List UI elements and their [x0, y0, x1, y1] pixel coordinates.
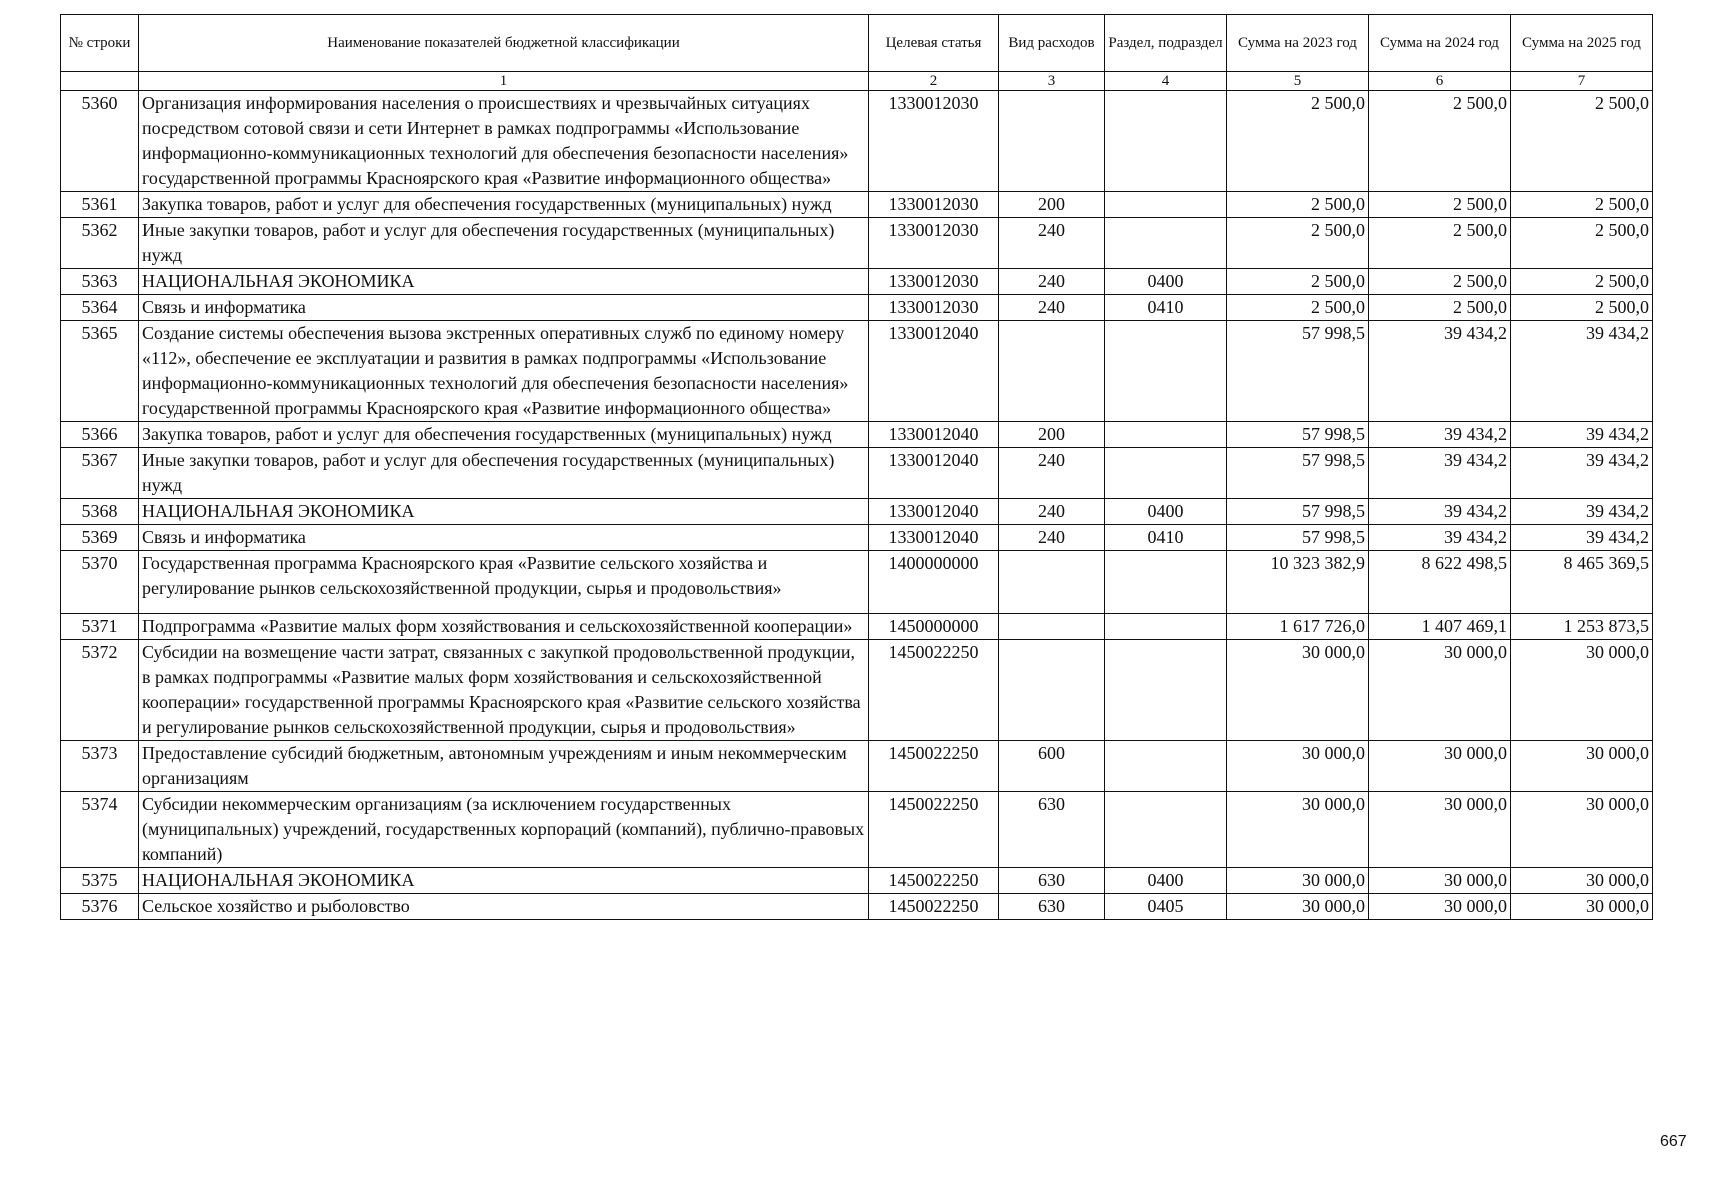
row-number: 5375	[61, 868, 139, 894]
row-sum-2023: 30 000,0	[1227, 868, 1369, 894]
row-target-article: 1330012030	[869, 218, 999, 269]
header-sum-2025: Сумма на 2025 год	[1511, 15, 1653, 72]
row-sum-2024: 2 500,0	[1369, 269, 1511, 295]
column-number: 3	[999, 72, 1105, 91]
row-name: Создание системы обеспечения вызова экстренных оперативных служб по единому номеру «112», обеспечение ее эксплуатации и развития в рамках подпрограммы «Использование информационно-коммуникационных технологий для обеспечения безопасности населения» государственной программы Красноярского края «Развитие информационного общества»	[139, 321, 869, 422]
row-sum-2025: 30 000,0	[1511, 868, 1653, 894]
row-name: НАЦИОНАЛЬНАЯ ЭКОНОМИКА	[139, 499, 869, 525]
table-row	[61, 499, 1653, 525]
row-target-article: 1450022250	[869, 894, 999, 920]
row-sum-2025: 2 500,0	[1511, 91, 1653, 192]
table-row	[61, 422, 1653, 448]
header-target: Целевая статья	[869, 15, 999, 72]
row-sum-2024: 30 000,0	[1369, 868, 1511, 894]
row-sum-2025: 39 434,2	[1511, 448, 1653, 499]
row-section: 0410	[1105, 525, 1227, 551]
row-name: НАЦИОНАЛЬНАЯ ЭКОНОМИКА	[139, 868, 869, 894]
table-row	[61, 321, 1653, 422]
row-name: Иные закупки товаров, работ и услуг для обеспечения государственных (муниципальных) нужд	[139, 448, 869, 499]
row-section: 0405	[1105, 894, 1227, 920]
table-row	[61, 868, 1653, 894]
row-name: Связь и информатика	[139, 525, 869, 551]
row-number: 5364	[61, 295, 139, 321]
row-section	[1105, 792, 1227, 868]
row-number: 5360	[61, 91, 139, 192]
column-number: 6	[1369, 72, 1511, 91]
row-name: Связь и информатика	[139, 295, 869, 321]
table-row	[61, 192, 1653, 218]
row-name: Субсидии некоммерческим организациям (за исключением государственных (муниципальных) учреждений, государственных корпораций (компаний), публично-правовых компаний)	[139, 792, 869, 868]
header-name: Наименование показателей бюджетной классификации	[139, 15, 869, 72]
row-section	[1105, 321, 1227, 422]
header-expense-type: Вид расходов	[999, 15, 1105, 72]
table-row	[61, 218, 1653, 269]
row-sum-2024: 2 500,0	[1369, 192, 1511, 218]
row-number: 5374	[61, 792, 139, 868]
row-sum-2023: 57 998,5	[1227, 422, 1369, 448]
row-number: 5370	[61, 551, 139, 614]
row-expense-type: 600	[999, 741, 1105, 792]
row-sum-2023: 2 500,0	[1227, 218, 1369, 269]
row-section: 0410	[1105, 295, 1227, 321]
header-sum-2023: Сумма на 2023 год	[1227, 15, 1369, 72]
row-name: Иные закупки товаров, работ и услуг для обеспечения государственных (муниципальных) нужд	[139, 218, 869, 269]
row-sum-2025: 1 253 873,5	[1511, 614, 1653, 640]
row-number: 5365	[61, 321, 139, 422]
row-number: 5372	[61, 640, 139, 741]
row-name: Субсидии на возмещение части затрат, связанных с закупкой продовольственной продукции, в рамках подпрограммы «Развитие малых форм хозяйствования и сельскохозяйственной кооперации» государственной программы Красноярского края «Развитие сельского хозяйства и регулирование рынков сельскохозяйственной продукции, сырья и продовольствия»	[139, 640, 869, 741]
row-section: 0400	[1105, 868, 1227, 894]
header-section: Раздел, подраздел	[1105, 15, 1227, 72]
row-expense-type: 200	[999, 192, 1105, 218]
column-number: 5	[1227, 72, 1369, 91]
column-number: 2	[869, 72, 999, 91]
row-target-article: 1330012040	[869, 525, 999, 551]
header-sum-2024: Сумма на 2024 год	[1369, 15, 1511, 72]
row-sum-2024: 39 434,2	[1369, 321, 1511, 422]
row-section	[1105, 614, 1227, 640]
row-expense-type	[999, 551, 1105, 614]
row-name: НАЦИОНАЛЬНАЯ ЭКОНОМИКА	[139, 269, 869, 295]
row-expense-type: 630	[999, 868, 1105, 894]
row-sum-2025: 8 465 369,5	[1511, 551, 1653, 614]
table-row	[61, 614, 1653, 640]
row-number: 5368	[61, 499, 139, 525]
row-target-article: 1330012040	[869, 321, 999, 422]
row-sum-2023: 30 000,0	[1227, 792, 1369, 868]
row-number: 5363	[61, 269, 139, 295]
table-row	[61, 640, 1653, 741]
row-sum-2023: 30 000,0	[1227, 741, 1369, 792]
row-target-article: 1450022250	[869, 868, 999, 894]
row-expense-type	[999, 640, 1105, 741]
row-number: 5361	[61, 192, 139, 218]
row-sum-2024: 39 434,2	[1369, 422, 1511, 448]
page-number: 667	[1660, 1133, 1687, 1150]
row-section	[1105, 218, 1227, 269]
row-number: 5373	[61, 741, 139, 792]
row-name: Подпрограмма «Развитие малых форм хозяйствования и сельскохозяйственной кооперации»	[139, 614, 869, 640]
row-sum-2024: 39 434,2	[1369, 499, 1511, 525]
row-sum-2025: 2 500,0	[1511, 218, 1653, 269]
row-sum-2023: 2 500,0	[1227, 295, 1369, 321]
row-sum-2025: 39 434,2	[1511, 422, 1653, 448]
row-expense-type: 240	[999, 269, 1105, 295]
row-target-article: 1330012030	[869, 91, 999, 192]
table-row	[61, 792, 1653, 868]
row-sum-2024: 30 000,0	[1369, 640, 1511, 741]
row-target-article: 1330012040	[869, 422, 999, 448]
row-sum-2023: 57 998,5	[1227, 499, 1369, 525]
row-name: Предоставление субсидий бюджетным, автономным учреждениям и иным некоммерческим организациям	[139, 741, 869, 792]
row-section	[1105, 448, 1227, 499]
row-target-article: 1400000000	[869, 551, 999, 614]
row-expense-type: 240	[999, 295, 1105, 321]
row-section	[1105, 640, 1227, 741]
row-expense-type	[999, 321, 1105, 422]
row-sum-2023: 57 998,5	[1227, 525, 1369, 551]
table-row	[61, 894, 1653, 920]
row-number: 5367	[61, 448, 139, 499]
row-expense-type: 240	[999, 218, 1105, 269]
table-row	[61, 295, 1653, 321]
row-sum-2023: 2 500,0	[1227, 269, 1369, 295]
row-sum-2025: 30 000,0	[1511, 894, 1653, 920]
table-row	[61, 91, 1653, 192]
row-number: 5371	[61, 614, 139, 640]
row-sum-2023: 10 323 382,9	[1227, 551, 1369, 614]
row-sum-2023: 2 500,0	[1227, 91, 1369, 192]
row-name: Государственная программа Красноярского края «Развитие сельского хозяйства и регулирование рынков сельскохозяйственной продукции, сырья и продовольствия»	[139, 551, 869, 614]
row-sum-2024: 2 500,0	[1369, 218, 1511, 269]
row-number: 5376	[61, 894, 139, 920]
row-sum-2024: 1 407 469,1	[1369, 614, 1511, 640]
column-number: 4	[1105, 72, 1227, 91]
row-target-article: 1330012040	[869, 499, 999, 525]
row-name: Закупка товаров, работ и услуг для обеспечения государственных (муниципальных) нужд	[139, 192, 869, 218]
row-name: Сельское хозяйство и рыболовство	[139, 894, 869, 920]
row-sum-2023: 1 617 726,0	[1227, 614, 1369, 640]
row-expense-type: 630	[999, 792, 1105, 868]
row-sum-2023: 57 998,5	[1227, 448, 1369, 499]
row-expense-type: 240	[999, 448, 1105, 499]
row-sum-2024: 8 622 498,5	[1369, 551, 1511, 614]
table-row	[61, 551, 1653, 614]
table-header	[61, 15, 1653, 91]
row-sum-2025: 30 000,0	[1511, 640, 1653, 741]
table-row	[61, 269, 1653, 295]
row-target-article: 1330012030	[869, 269, 999, 295]
row-sum-2024: 30 000,0	[1369, 792, 1511, 868]
budget-table	[60, 14, 1653, 920]
row-sum-2025: 30 000,0	[1511, 741, 1653, 792]
row-name: Закупка товаров, работ и услуг для обеспечения государственных (муниципальных) нужд	[139, 422, 869, 448]
row-target-article: 1330012030	[869, 192, 999, 218]
row-section	[1105, 551, 1227, 614]
row-sum-2024: 2 500,0	[1369, 91, 1511, 192]
row-section	[1105, 741, 1227, 792]
row-expense-type: 630	[999, 894, 1105, 920]
row-section: 0400	[1105, 499, 1227, 525]
row-section	[1105, 91, 1227, 192]
row-number: 5366	[61, 422, 139, 448]
table-row	[61, 448, 1653, 499]
row-sum-2024: 30 000,0	[1369, 894, 1511, 920]
row-sum-2025: 30 000,0	[1511, 792, 1653, 868]
row-expense-type: 240	[999, 525, 1105, 551]
row-sum-2025: 2 500,0	[1511, 192, 1653, 218]
table-row	[61, 525, 1653, 551]
row-expense-type	[999, 91, 1105, 192]
row-sum-2025: 39 434,2	[1511, 525, 1653, 551]
row-sum-2023: 30 000,0	[1227, 894, 1369, 920]
table-row	[61, 741, 1653, 792]
row-sum-2025: 39 434,2	[1511, 321, 1653, 422]
row-expense-type: 240	[999, 499, 1105, 525]
row-target-article: 1450022250	[869, 741, 999, 792]
column-number: 7	[1511, 72, 1653, 91]
row-sum-2024: 2 500,0	[1369, 295, 1511, 321]
row-sum-2023: 2 500,0	[1227, 192, 1369, 218]
row-target-article: 1330012040	[869, 448, 999, 499]
row-expense-type: 200	[999, 422, 1105, 448]
table-body	[61, 91, 1653, 920]
row-sum-2023: 30 000,0	[1227, 640, 1369, 741]
row-section: 0400	[1105, 269, 1227, 295]
row-section	[1105, 422, 1227, 448]
row-sum-2025: 2 500,0	[1511, 295, 1653, 321]
header-line-no: № строки	[61, 15, 139, 72]
column-number-row	[61, 72, 1653, 91]
row-target-article: 1450000000	[869, 614, 999, 640]
column-number: 1	[139, 72, 869, 91]
row-name: Организация информирования населения о происшествиях и чрезвычайных ситуациях посредством сотовой связи и сети Интернет в рамках подпрограммы «Использование информационно-коммуникационных технологий для обеспечения безопасности населения» государственной программы Красноярского края «Развитие информационного общества»	[139, 91, 869, 192]
row-sum-2024: 39 434,2	[1369, 448, 1511, 499]
row-number: 5362	[61, 218, 139, 269]
column-number	[61, 72, 139, 91]
row-target-article: 1330012030	[869, 295, 999, 321]
row-number: 5369	[61, 525, 139, 551]
row-target-article: 1450022250	[869, 792, 999, 868]
row-sum-2024: 30 000,0	[1369, 741, 1511, 792]
row-expense-type	[999, 614, 1105, 640]
row-sum-2025: 39 434,2	[1511, 499, 1653, 525]
row-target-article: 1450022250	[869, 640, 999, 741]
row-sum-2023: 57 998,5	[1227, 321, 1369, 422]
row-sum-2024: 39 434,2	[1369, 525, 1511, 551]
row-section	[1105, 192, 1227, 218]
row-sum-2025: 2 500,0	[1511, 269, 1653, 295]
